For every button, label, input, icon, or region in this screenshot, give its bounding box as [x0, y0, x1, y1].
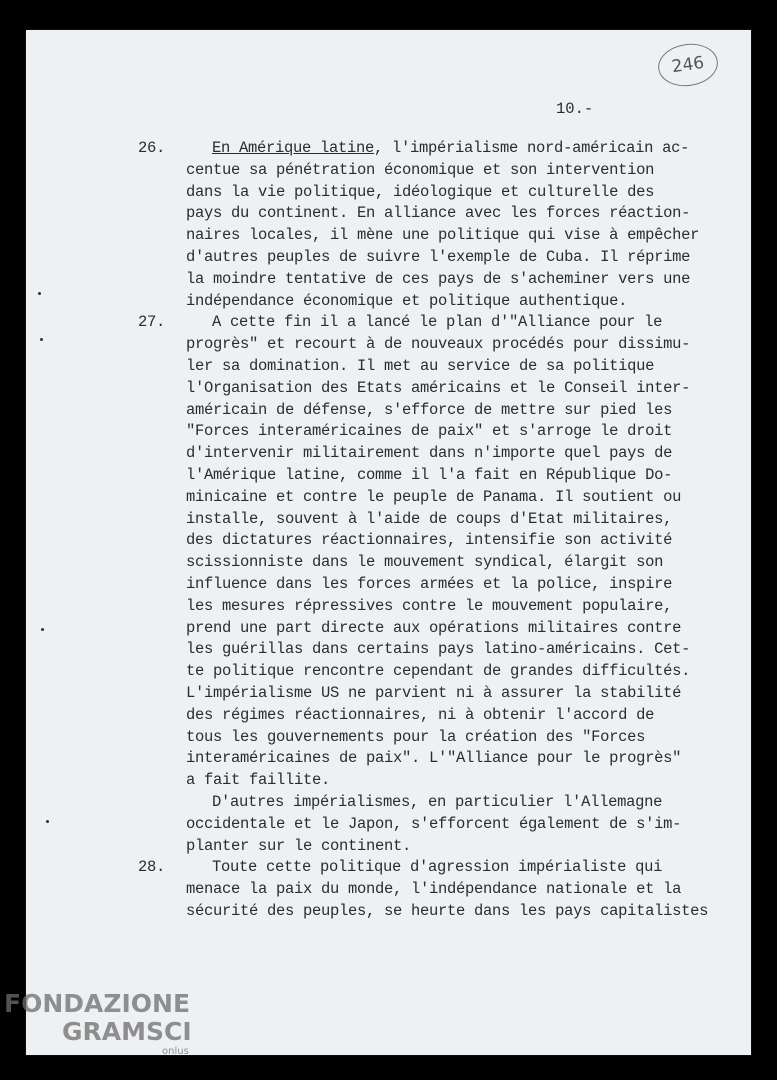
margin-mark — [38, 292, 41, 295]
paragraph-number: 26. — [138, 139, 166, 157]
watermark-line1: FONDAZIONE — [4, 989, 191, 1018]
text-line: prend une part directe aux opérations militaires contre — [186, 618, 682, 637]
document-page — [26, 30, 751, 1055]
text-line: les mesures répressives contre le mouvement populaire, — [186, 596, 673, 615]
text-line: "Forces interaméricaines de paix" et s'arroge le droit — [186, 422, 673, 441]
text-line: influence dans les forces armées et la police, inspire — [186, 574, 673, 593]
text-line: A cette fin il a lancé le plan d'"Alliance pour le — [212, 313, 663, 332]
text-line: Toute cette politique d'agression impérialiste qui — [212, 858, 663, 877]
page-number: 10.- — [556, 100, 594, 118]
text-line: pays du continent. En alliance avec les forces réaction- — [186, 204, 691, 223]
text-line: L'impérialisme US ne parvient ni à assurer la stabilité — [186, 683, 682, 702]
paragraph-number: 27. — [138, 313, 166, 332]
text-line: scissionniste dans le mouvement syndical, élargit son — [186, 553, 664, 572]
fondazione-gramsci-watermark — [4, 990, 192, 1058]
text-line: minicaine et contre le peuple de Panama. Il soutient ou — [186, 487, 682, 506]
text-line: américain de défense, s'efforce de mettre sur pied les — [186, 400, 673, 419]
text-line: la moindre tentative de ces pays de s'acheminer vers une — [186, 269, 691, 288]
margin-mark — [46, 820, 49, 823]
watermark-line3: onlus — [162, 1046, 189, 1057]
paragraph — [26, 312, 751, 857]
text-line: occidentale et le Japon, s'efforcent également de s'im- — [186, 814, 682, 833]
text-line: progrès" et recourt à de nouveaux procédés pour dissimu- — [186, 335, 691, 354]
paragraph — [26, 857, 751, 922]
text-line: a fait faillite. — [186, 771, 331, 790]
margin-mark — [40, 338, 43, 341]
body-text — [26, 138, 751, 923]
text-line: l'Amérique latine, comme il l'a fait en République Do- — [186, 465, 673, 484]
watermark-line2: GRAMSCI — [62, 1017, 192, 1046]
text-line: d'intervenir militairement dans n'importe quel pays de — [186, 444, 673, 463]
text-line: des régimes réactionnaires, ni à obtenir l'accord de — [186, 705, 655, 724]
text-line: ler sa domination. Il met au service de sa politique — [186, 356, 655, 375]
text-line: interaméricaines de paix". L'"Alliance pour le progrès" — [186, 749, 682, 768]
text-line: naires locales, il mène une politique qui vise à empêcher — [186, 226, 700, 245]
text-line: tous les gouvernements pour la création des "Forces — [186, 727, 646, 746]
text-line: des dictatures réactionnaires, intensifie son activité — [186, 531, 673, 550]
text-line: dans la vie politique, idéologique et culturelle des — [186, 182, 655, 201]
text-line: En Amérique latine, l'impérialisme nord-américain ac- — [212, 139, 690, 157]
paragraph-number: 28. — [138, 858, 166, 877]
text-line: planter sur le continent. — [186, 836, 412, 855]
text-line: te politique rencontre cependant de grandes difficultés. — [186, 662, 691, 681]
paragraph — [26, 138, 751, 312]
text-line: indépendance économique et politique authentique. — [186, 291, 628, 310]
text-line: les guérillas dans certains pays latino-américains. Cet- — [186, 640, 691, 659]
margin-mark — [41, 628, 44, 631]
text-line: centue sa pénétration économique et son intervention — [186, 160, 655, 179]
text-line: sécurité des peuples, se heurte dans les pays capitalistes — [186, 901, 709, 920]
archive-stamp-number: 246 — [655, 40, 720, 90]
text-line: l'Organisation des Etats américains et le Conseil inter- — [186, 378, 691, 397]
text-line: d'autres peuples de suivre l'exemple de Cuba. Il réprime — [186, 247, 691, 266]
text-line: menace la paix du monde, l'indépendance nationale et la — [186, 880, 682, 899]
text-line: installe, souvent à l'aide de coups d'Etat militaires, — [186, 509, 673, 528]
text-line: D'autres impérialismes, en particulier l'Allemagne — [212, 792, 663, 811]
